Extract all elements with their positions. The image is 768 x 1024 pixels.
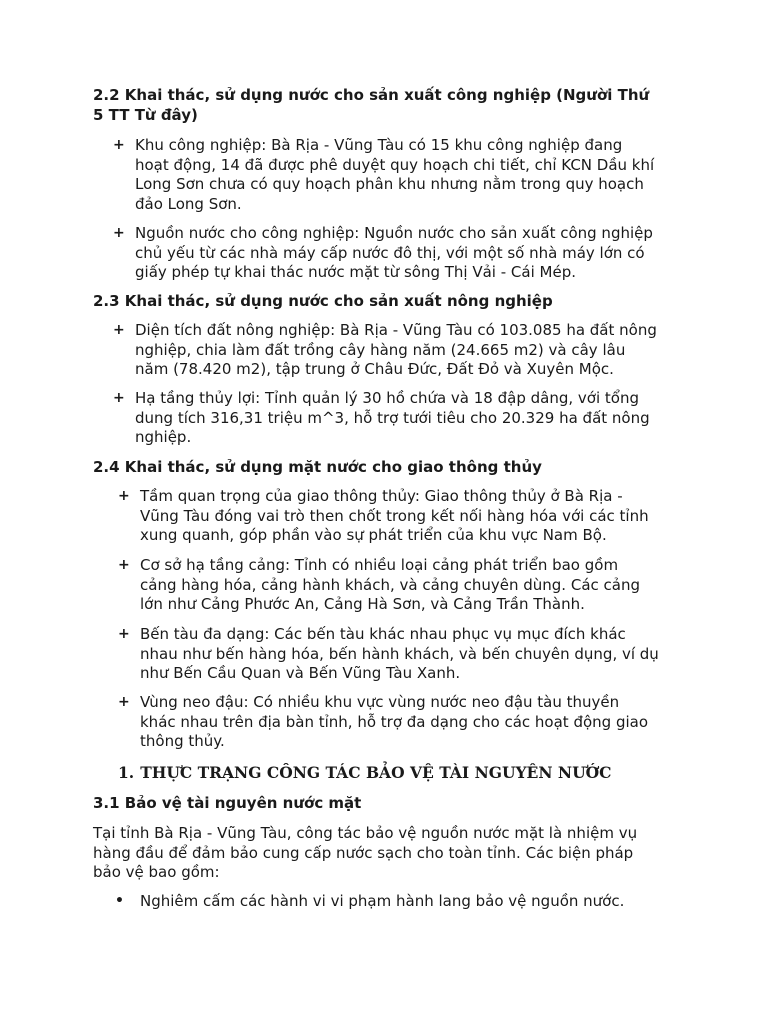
plus-bullet-icon: + xyxy=(113,225,125,241)
text-line: 2.2 Khai thác, sử dụng nước cho sản xuất công nghiệp (Người Thứ xyxy=(93,86,650,104)
text-line: lớn như Cảng Phước An, Cảng Hà Sơn, và Cảng Trần Thành. xyxy=(140,595,585,613)
list-item xyxy=(113,224,653,283)
text-line: Vũng Tàu đóng vai trò then chốt trong kết nối hàng hóa với các tỉnh xyxy=(140,506,649,525)
text-line: cảng hàng hóa, cảng hành khách, và cảng chuyên dùng. Các cảng xyxy=(140,575,640,594)
text-line: giấy phép tự khai thác nước mặt từ sông Thị Vải - Cái Mép. xyxy=(135,263,576,281)
list-item xyxy=(113,136,655,214)
list-item xyxy=(118,487,649,546)
chapter-title: THỰC TRẠNG CÔNG TÁC BẢO VỆ TÀI NGUYÊN NƯỚC xyxy=(140,763,612,782)
plus-bullet-icon: + xyxy=(118,488,130,504)
text-line: như Bến Cầu Quan và Bến Vũng Tàu Xanh. xyxy=(140,664,461,682)
list-item xyxy=(113,389,650,448)
chapter-number: 1. xyxy=(118,763,135,782)
plus-bullet-icon: + xyxy=(118,557,130,573)
text-line: nghiệp. xyxy=(135,428,192,446)
text-line: nhau như bến hàng hóa, bến hành khách, và bến chuyên dụng, ví dụ xyxy=(140,644,659,663)
text-line: Long Sơn chưa có quy hoạch phân khu nhưng nằm trong quy hoạch xyxy=(135,175,644,193)
list-item xyxy=(115,892,625,912)
list-item xyxy=(118,556,640,615)
text-line: năm (78.420 m2), tập trung ở Châu Đức, Đất Đỏ và Xuyên Mộc. xyxy=(135,360,614,378)
text-line: Nguồn nước cho công nghiệp: Nguồn nước cho sản xuất công nghiệp xyxy=(135,224,653,242)
text-line: thông thủy. xyxy=(140,732,225,750)
plus-bullet-icon: + xyxy=(113,322,125,338)
text-line: Hạ tầng thủy lợi: Tỉnh quản lý 30 hồ chứa và 18 đập dâng, với tổng xyxy=(135,389,639,407)
text-line: Vùng neo đậu: Có nhiều khu vực vùng nước neo đậu tàu thuyền xyxy=(140,693,620,711)
text-line: bảo vệ bao gồm: xyxy=(93,863,220,881)
text-line: Tại tỉnh Bà Rịa - Vũng Tàu, công tác bảo vệ nguồn nước mặt là nhiệm vụ xyxy=(93,824,638,842)
text-line: đảo Long Sơn. xyxy=(135,194,242,213)
text-line: hoạt động, 14 đã được phê duyệt quy hoạch chi tiết, chỉ KCN Dầu khí xyxy=(135,155,655,174)
section-heading: 3.1 Bảo vệ tài nguyên nước mặt xyxy=(93,794,362,812)
paragraph xyxy=(93,824,637,883)
text-line: Diện tích đất nông nghiệp: Bà Rịa - Vũng Tàu có 103.085 ha đất nông xyxy=(135,321,657,339)
text-line: 5 TT Từ đây) xyxy=(93,105,198,124)
text-line: xung quanh, góp phần vào sự phát triển của khu vực Nam Bộ. xyxy=(140,526,607,544)
list-item xyxy=(118,625,659,684)
text-line: chủ yếu từ các nhà máy cấp nước đô thị, với một số nhà máy lớn có xyxy=(135,243,645,262)
text-line: Tầm quan trọng của giao thông thủy: Giao thông thủy ở Bà Rịa - xyxy=(140,487,623,505)
text-line: nghiệp, chia làm đất trồng cây hàng năm (24.665 m2) và cây lâu xyxy=(135,340,626,359)
text-line: Khu công nghiệp: Bà Rịa - Vũng Tàu có 15 khu công nghiệp đang xyxy=(135,136,623,154)
section-heading xyxy=(93,292,553,312)
text-line: Cơ sở hạ tầng cảng: Tỉnh có nhiều loại cảng phát triển bao gồm xyxy=(140,556,619,574)
list-item xyxy=(118,693,649,752)
plus-bullet-icon: + xyxy=(118,626,130,642)
chapter-heading xyxy=(118,763,611,782)
text-line: Nghiêm cấm các hành vi vi phạm hành lang bảo vệ nguồn nước. xyxy=(140,892,625,910)
text-line: 2.3 Khai thác, sử dụng nước cho sản xuất nông nghiệp xyxy=(93,292,553,310)
section-heading xyxy=(93,86,649,125)
plus-bullet-icon: + xyxy=(113,137,125,153)
text-line: Bến tàu đa dạng: Các bến tàu khác nhau phục vụ mục đích khác xyxy=(140,625,626,643)
text-line: khác nhau trên địa bàn tỉnh, hỗ trợ đa dạng cho các hoạt động giao xyxy=(140,712,649,731)
section-heading xyxy=(93,458,542,478)
text-line: dung tích 316,31 triệu m^3, hỗ trợ tưới tiêu cho 20.329 ha đất nông xyxy=(135,408,650,427)
text-line: 2.4 Khai thác, sử dụng mặt nước cho giao thông thủy xyxy=(93,458,542,476)
plus-bullet-icon: + xyxy=(113,390,125,406)
dot-bullet-icon: • xyxy=(115,893,124,909)
plus-bullet-icon: + xyxy=(118,694,130,710)
text-line: hàng đầu để đảm bảo cung cấp nước sạch cho toàn tỉnh. Các biện pháp xyxy=(93,843,634,862)
list-item xyxy=(113,321,657,380)
